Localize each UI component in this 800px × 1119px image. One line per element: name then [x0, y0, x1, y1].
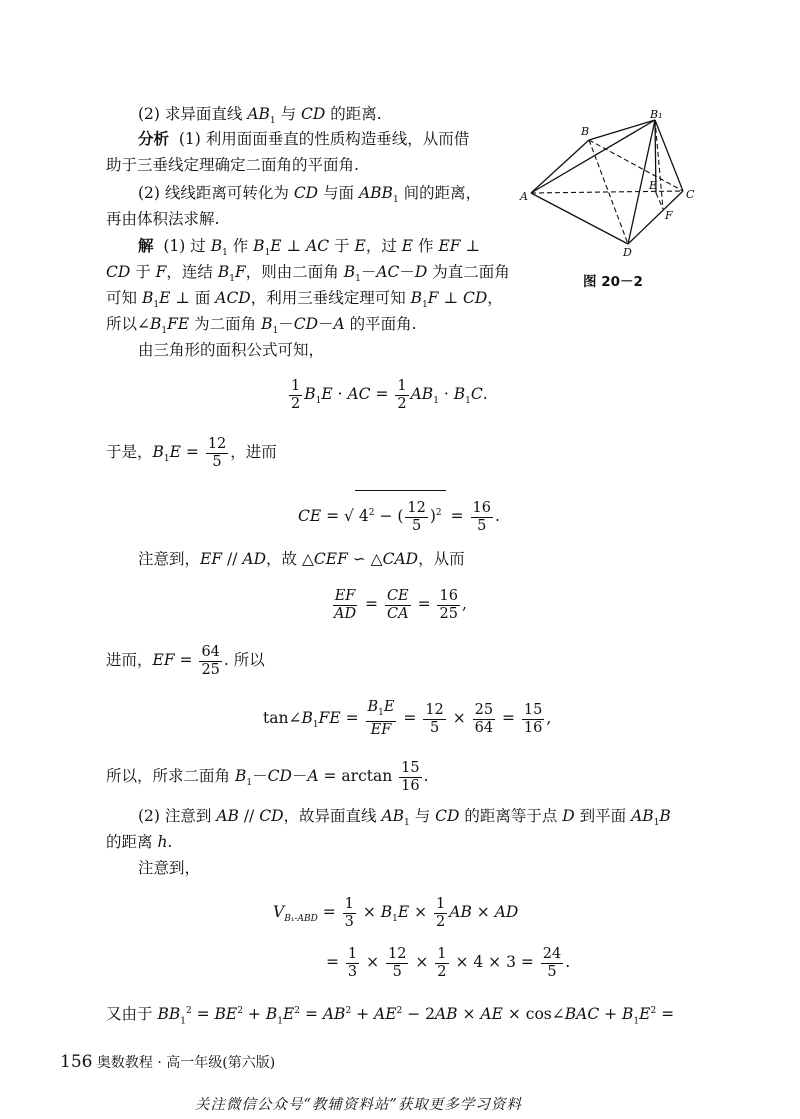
analysis-line-1: 分析 (1) 利用面面垂直的性质构造垂线，从而借 — [138, 130, 470, 148]
solution-line-4: 所以$\angle B_1FE$ 为二面角 $B_1-CD-A$ 的平面角. — [106, 315, 417, 337]
label-E: E — [649, 179, 658, 192]
solution-line-8: 进而，EF = $\frac{64}{25}$ . 所以 — [106, 643, 265, 678]
solution-line-10: (2) 注意到 AB // CD，故异面直线 $AB_1$ 与 CD 的距离等于点 D 到平面 $AB_1B$ — [138, 807, 671, 829]
analysis-line-2: 助于三垂线定理确定二面角的平面角. — [106, 156, 359, 174]
pyramid-figure — [515, 108, 710, 258]
solution-line-13: 又由于 $BB_1^2 = BE^2 + B_1E^2 = AB^2 + AE^2 - 2AB$ × AE × cos∠BAC + $B_1E^2$ = — [106, 1005, 675, 1027]
book-title: 奥数教程 · 高一年级(第六版) — [96, 1055, 276, 1071]
ce-equation: CE = √ $4^2$ − ( $\frac{12}{5}$ )$^2$ = $\frac{16}{5}$ . — [298, 490, 500, 534]
label-B1: B₁ — [650, 108, 663, 121]
solution-line-1: 解 (1) 过 $B_1$ 作 $B_1E$ ⊥ AC 于 E，过 E 作 EF ⊥ — [138, 237, 481, 259]
solution-label: 解 — [138, 237, 154, 255]
volume-equation-1: $V_{B_1-ABD}$ = $\frac{1}{3}$ × $B_1E$ × $\frac{1}{2}$ AB × AD — [273, 895, 519, 930]
label-D: D — [623, 246, 632, 258]
solution-line-11: 的距离 h. — [106, 833, 173, 851]
analysis-line-4: 再由体积法求解. — [106, 210, 220, 228]
analysis-label: 分析 — [138, 130, 170, 148]
watermark-text: 关注微信公众号“教辅资料站”获取更多学习资料 — [195, 1097, 522, 1113]
solution-line-2: CD 于 F，连结 $B_1F$，则由二面角 $B_1-AC-D$ 为直二面角 — [106, 263, 510, 285]
solution-line-6: 于是，$B_1E$ = $\frac{12}{5}$ ，进而 — [106, 435, 277, 470]
solution-line-9: 所以，所求二面角 $B_1-CD-A = \arctan$ $\frac{15}{16}$ . — [106, 759, 429, 794]
solution-line-7: 注意到，EF // AD，故 △CEF ∽ △CAD，从而 — [138, 550, 465, 568]
label-A: A — [520, 190, 528, 203]
similar-triangle-equation: $\frac{EF}{AD}$ = $\frac{CE}{CA}$ = $\frac{16}{25}$ , — [334, 587, 467, 622]
page-number: 156 — [60, 1052, 93, 1072]
part2-question: (2) 求异面直线 $AB_1$ 与 CD 的距离. — [138, 105, 382, 127]
solution-line-12: 注意到， — [138, 859, 201, 877]
solution-line-3: 可知 $B_1E$ ⊥ 面 ACD，利用三垂线定理可知 $B_1F$ ⊥ CD， — [106, 289, 503, 311]
equation-area: $\frac{1}{2}$ $B_1E$ · AC = $\frac{1}{2}$ $AB_1 \cdot B_1C$. — [291, 377, 488, 412]
analysis-line-3: (2) 线线距离可转化为 CD 与面 $ABB_1$ 间的距离， — [138, 184, 482, 206]
volume-equation-2: = $\frac{1}{3}$ × $\frac{12}{5}$ × $\frac{1}{2}$ × 4 × 3 = $\frac{24}{5}$ . — [326, 945, 571, 980]
label-B: B — [581, 125, 590, 138]
label-C: C — [686, 188, 695, 201]
page-footer — [60, 1052, 275, 1072]
solution-line-5: 由三角形的面积公式可知， — [138, 341, 325, 359]
label-F: F — [665, 209, 673, 222]
tangent-equation: $\tan\angle B_1FE$ = $\frac{B_1E}{EF}$ = $\frac{12}{5}$ × $\frac{25}{64}$ = $\frac{15}{16}$ , — [263, 698, 552, 739]
figure-caption: 图 20－2 — [583, 274, 643, 290]
